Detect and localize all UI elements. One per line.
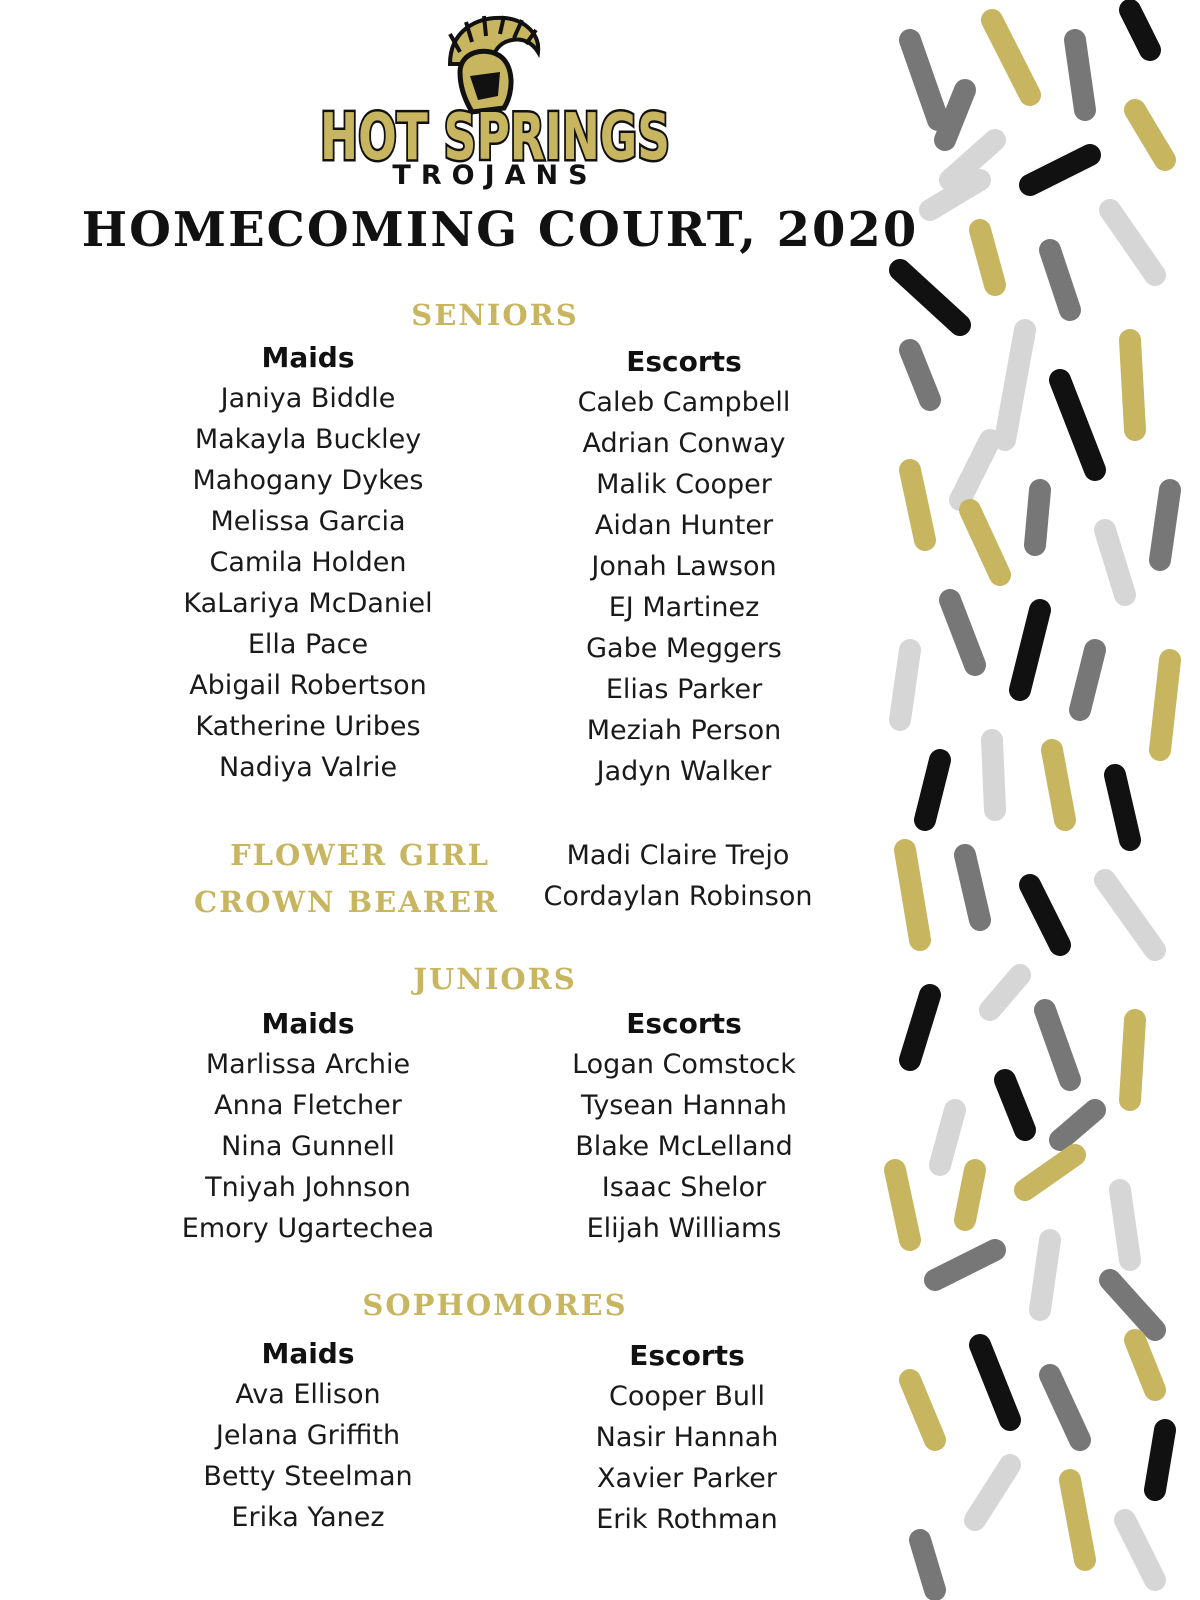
brush-stroke-decoration bbox=[880, 0, 1200, 1600]
list-item: Ella Pace bbox=[247, 629, 369, 660]
list-item: Janiya Biddle bbox=[220, 383, 396, 414]
list-item: Erika Yanez bbox=[231, 1502, 385, 1533]
flower-girl-label: FLOWER GIRL bbox=[230, 838, 490, 872]
juniors-heading: JUNIORS bbox=[413, 962, 577, 996]
list-item: Jadyn Walker bbox=[596, 756, 772, 787]
sophomores-heading: SOPHOMORES bbox=[362, 1288, 628, 1322]
logo-team-name: TROJANS bbox=[392, 160, 598, 191]
list-item: Betty Steelman bbox=[203, 1461, 413, 1492]
logo-text: HOT SPRINGS bbox=[320, 101, 670, 167]
list-item: Tniyah Johnson bbox=[205, 1172, 411, 1203]
seniors-escorts-column bbox=[524, 342, 844, 792]
list-item: Camila Holden bbox=[209, 547, 407, 578]
list-item: Aidan Hunter bbox=[594, 510, 774, 541]
seniors-maids-column bbox=[148, 338, 468, 788]
list-item: Melissa Garcia bbox=[210, 506, 406, 537]
list-item: Makayla Buckley bbox=[194, 424, 422, 455]
sophomores-escorts-column bbox=[527, 1336, 847, 1540]
seniors-escorts-label: Escorts bbox=[626, 345, 742, 378]
list-item: Anna Fletcher bbox=[214, 1090, 402, 1121]
sophomores-maids-label: Maids bbox=[261, 1337, 355, 1370]
list-item: EJ Martinez bbox=[608, 592, 760, 623]
list-item: Marlissa Archie bbox=[205, 1049, 411, 1080]
list-item: Ava Ellison bbox=[235, 1379, 381, 1410]
list-item: Tysean Hannah bbox=[581, 1090, 787, 1121]
list-item: Caleb Campbell bbox=[577, 387, 791, 418]
list-item: Blake McLelland bbox=[575, 1131, 793, 1162]
list-item: Isaac Shelor bbox=[601, 1172, 767, 1203]
seniors-heading: SENIORS bbox=[411, 298, 579, 332]
flower-girl-name: Madi Claire Trejo bbox=[566, 840, 790, 871]
list-item: Jonah Lawson bbox=[591, 551, 777, 582]
juniors-maids-label: Maids bbox=[261, 1007, 355, 1040]
juniors-maids-column bbox=[148, 1004, 468, 1249]
list-item: Abigail Robertson bbox=[189, 670, 427, 701]
crown-bearer-name: Cordaylan Robinson bbox=[543, 881, 813, 912]
list-item: Meziah Person bbox=[586, 715, 782, 746]
list-item: Gabe Meggers bbox=[586, 633, 782, 664]
list-item: Adrian Conway bbox=[582, 428, 786, 459]
juniors-escorts-column bbox=[524, 1004, 844, 1249]
logo-wordmark bbox=[300, 67, 690, 167]
list-item: Malik Cooper bbox=[596, 469, 772, 500]
list-item: Cooper Bull bbox=[609, 1381, 765, 1412]
list-item: Elijah Williams bbox=[586, 1213, 782, 1244]
list-item: Nasir Hannah bbox=[595, 1422, 779, 1453]
seniors-maids-label: Maids bbox=[261, 341, 355, 374]
sophomores-maids-column bbox=[148, 1334, 468, 1538]
list-item: Erik Rothman bbox=[596, 1504, 778, 1535]
juniors-escorts-label: Escorts bbox=[626, 1007, 742, 1040]
list-item: Mahogany Dykes bbox=[192, 465, 424, 496]
list-item: Elias Parker bbox=[605, 674, 763, 705]
list-item: Jelana Griffith bbox=[215, 1420, 401, 1451]
list-item: Nina Gunnell bbox=[221, 1131, 395, 1162]
list-item: Xavier Parker bbox=[597, 1463, 777, 1494]
page-title: HOMECOMING COURT, 2020 bbox=[81, 202, 919, 258]
crown-bearer-label: CROWN BEARER bbox=[194, 885, 500, 919]
list-item: Nadiya Valrie bbox=[218, 752, 398, 783]
list-item: Emory Ugartechea bbox=[181, 1213, 435, 1244]
list-item: KaLariya McDaniel bbox=[183, 588, 433, 619]
list-item: Katherine Uribes bbox=[195, 711, 421, 742]
list-item: Logan Comstock bbox=[572, 1049, 796, 1080]
sophomores-escorts-label: Escorts bbox=[629, 1339, 745, 1372]
